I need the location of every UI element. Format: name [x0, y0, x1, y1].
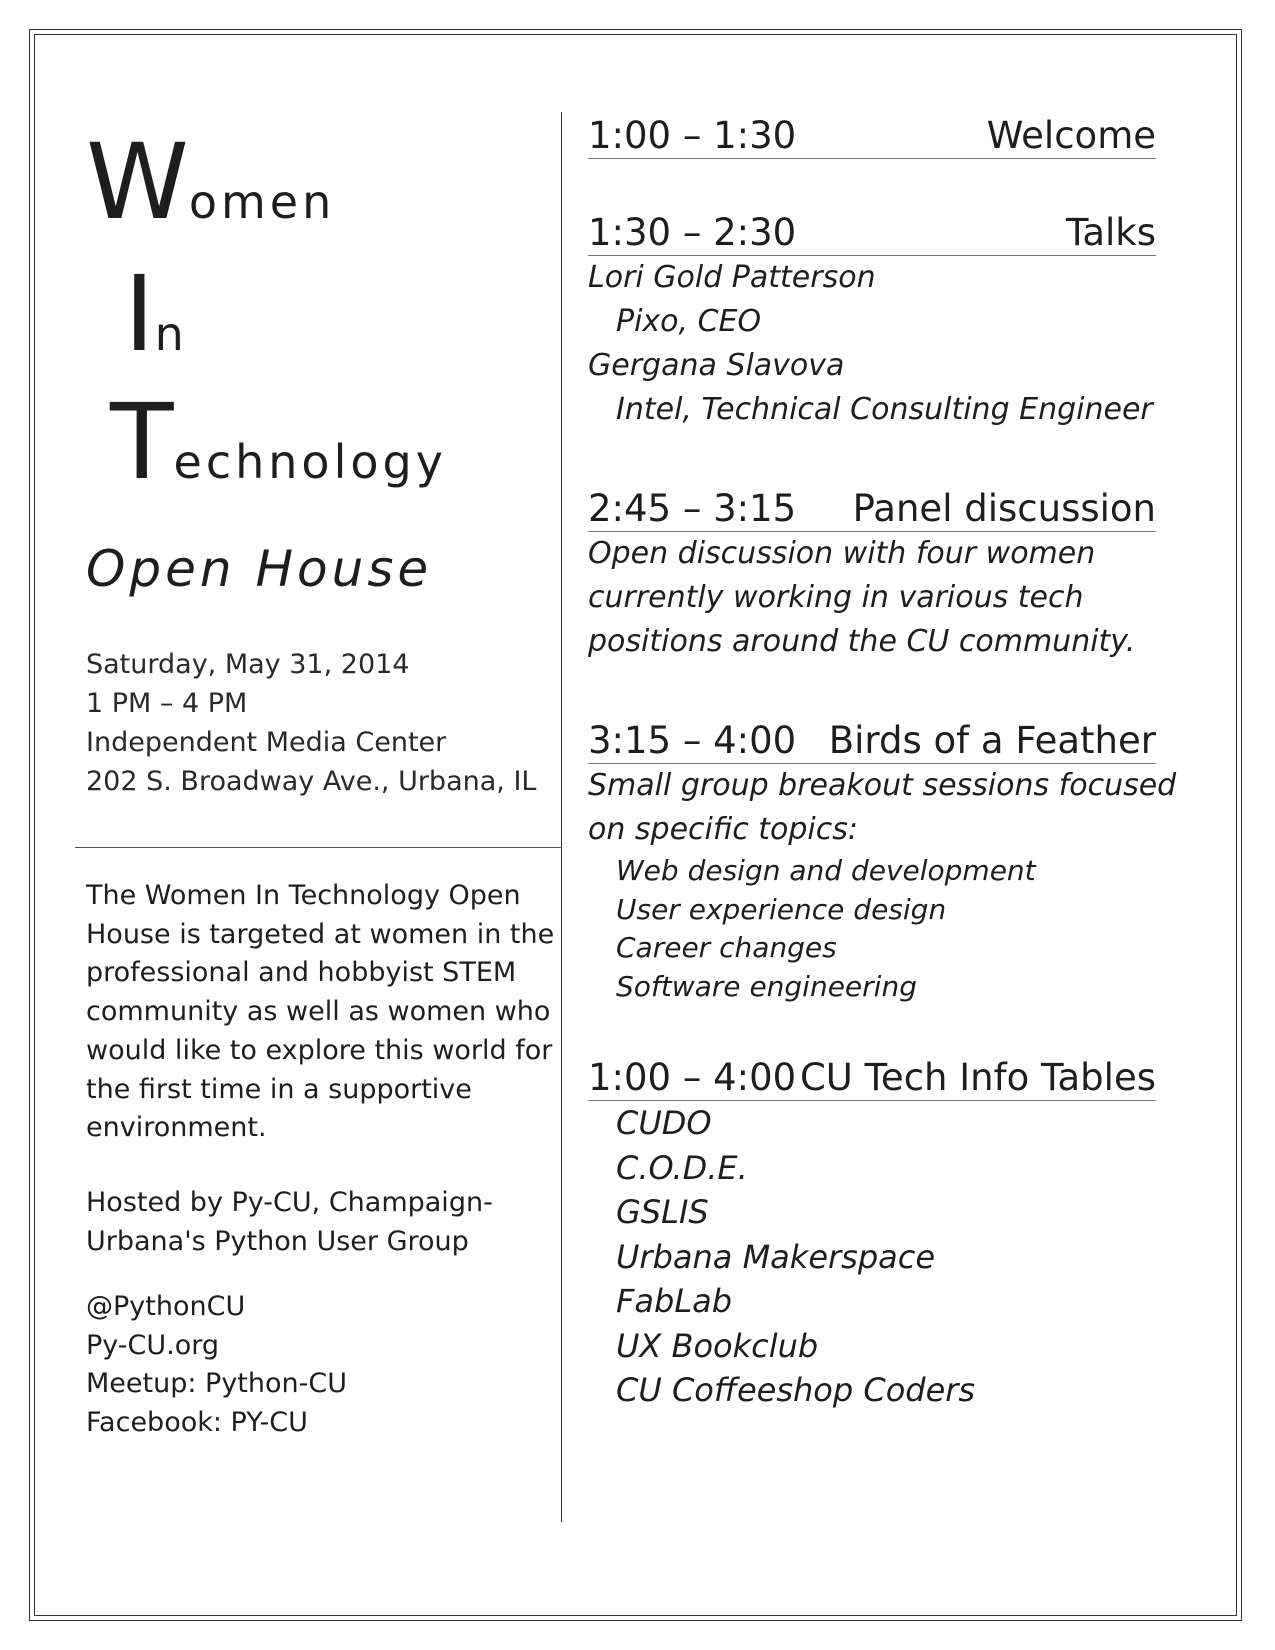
schedule-time: 1:30 – 2:30	[588, 211, 797, 254]
description-line: Small group breakout sessions focused	[588, 768, 1177, 803]
event-venue: Independent Media Center	[86, 727, 447, 758]
description-line: Open discussion with four women	[588, 536, 1096, 571]
speaker-role: Intel, Technical Consulting Engineer	[616, 392, 1153, 427]
bof-description	[588, 764, 1177, 852]
about-paragraph: The Women In Technology Open House is targeted at women in the professional and hobbyist STEM community as well as women who would like to explore this world for the first time in a supportive environment.	[86, 880, 555, 1144]
schedule-panel	[588, 489, 1156, 664]
title-technology	[110, 381, 447, 503]
schedule-header	[588, 213, 1156, 256]
schedule-header	[588, 116, 1156, 159]
hosted-by: Hosted by Py-CU, Champaign-Urbana's Python User Group	[86, 1187, 493, 1257]
table-item: UX Bookclub	[616, 1326, 819, 1365]
topic-item: Career changes	[616, 931, 837, 964]
table-item: Urbana Makerspace	[616, 1237, 936, 1276]
title-initial-t: T	[110, 381, 174, 503]
schedule-header	[588, 721, 1156, 764]
schedule-time: 1:00 – 1:30	[588, 114, 797, 157]
schedule-header	[588, 489, 1156, 532]
schedule-title: Welcome	[986, 114, 1156, 157]
facebook: Facebook: PY-CU	[86, 1406, 308, 1438]
website: Py-CU.org	[86, 1329, 220, 1361]
schedule-birds-of-a-feather	[588, 719, 1177, 1006]
schedule-time: 2:45 – 3:15	[588, 487, 797, 530]
schedule-title: Panel discussion	[852, 487, 1156, 530]
title-rest-echnology: echnology	[173, 435, 447, 489]
topic-item: Software engineering	[616, 969, 917, 1003]
event-date: Saturday, May 31, 2014	[86, 649, 410, 680]
schedule-welcome	[588, 116, 1156, 159]
meetup: Meetup: Python-CU	[86, 1368, 347, 1399]
panel-description	[588, 532, 1156, 664]
schedule-title: CU Tech Info Tables	[799, 1056, 1156, 1099]
title-rest-n: n	[154, 307, 188, 361]
speaker-name: Lori Gold Patterson	[588, 260, 876, 295]
schedule-title: Talks	[1065, 211, 1156, 254]
title-women	[86, 121, 336, 243]
speaker-name: Gergana Slavova	[588, 348, 845, 383]
schedule-time: 1:00 – 4:00	[588, 1056, 797, 1099]
table-item: CUDO	[616, 1104, 712, 1142]
title-initial-w: W	[86, 121, 189, 243]
event-details	[86, 645, 536, 801]
section-divider	[75, 847, 562, 848]
column-divider	[561, 112, 562, 1522]
title-initial-i: I	[124, 253, 155, 375]
speaker-role: Pixo, CEO	[616, 304, 762, 339]
title-rest-omen: omen	[188, 175, 336, 229]
schedule-title: Birds of a Feather	[828, 719, 1156, 762]
description-line: currently working in various tech	[588, 580, 1084, 615]
table-item: C.O.D.E.	[616, 1148, 748, 1187]
subtitle-open-house: Open House	[86, 540, 433, 598]
topic-item: Web design and development	[616, 854, 1036, 887]
topic-list	[588, 852, 1156, 1006]
table-item: FabLab	[616, 1282, 733, 1320]
schedule-time: 3:15 – 4:00	[588, 719, 797, 762]
event-time: 1 PM – 4 PM	[86, 688, 248, 719]
schedule-talks	[588, 213, 1156, 432]
table-item: CU Coffeeshop Coders	[616, 1371, 976, 1409]
description-line: positions around the CU community.	[588, 624, 1136, 659]
topic-item: User experience design	[616, 892, 947, 926]
twitter-handle: @PythonCU	[86, 1291, 246, 1322]
contact-links	[86, 1288, 347, 1442]
schedule-info-tables	[588, 1058, 1156, 1413]
schedule-header	[588, 1058, 1156, 1101]
description-line: on specific topics:	[588, 812, 858, 847]
speaker-list	[588, 256, 1156, 432]
table-item: GSLIS	[616, 1193, 709, 1231]
event-address: 202 S. Broadway Ave., Urbana, IL	[86, 766, 537, 797]
tables-list	[588, 1101, 1156, 1413]
title-in	[124, 253, 188, 375]
